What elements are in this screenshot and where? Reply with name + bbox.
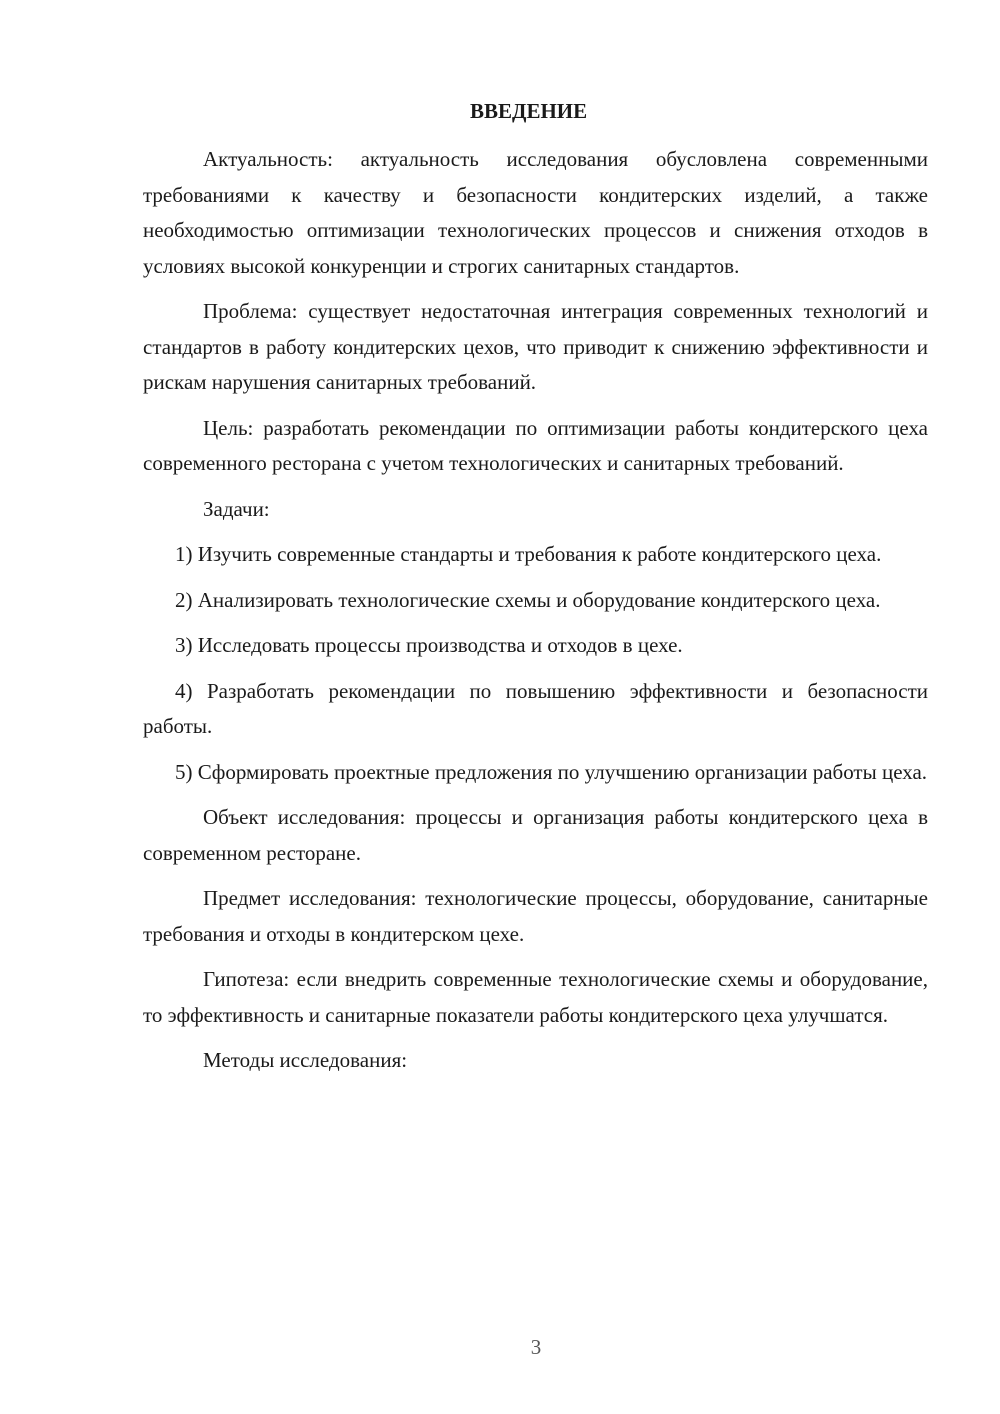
paragraph-goal: Цель: разработать рекомендации по оптимизации работы кондитерского цеха современного ресторана с учетом технологических и санитарных требований. [143,415,928,475]
task-item-2: 2) Анализировать технологические схемы и оборудование кондитерского цеха. [175,587,881,612]
task-item-5: 5) Сформировать проектные предложения по улучшению организации работы цеха. [175,759,928,784]
paragraph-relevance: Актуальность: актуальность исследования обусловлена современными требованиями к качеству и безопасности кондитерских изделий, а также необходимостью оптимизации технологических процессов и снижения отходов в условиях высокой конкуренции и строгих санитарных стандартов. [143,147,928,278]
body-text [143,142,928,1089]
task-item-1: 1) Изучить современные стандарты и требования к работе кондитерского цеха. [175,542,882,566]
task-item-4: 4) Разработать рекомендации по повышению эффективности и безопасности работы. [143,678,928,738]
section-title: ВВЕДЕНИЕ [470,99,588,123]
paragraph-hypothesis: Гипотеза: если внедрить современные технологические схемы и оборудование, то эффективность и санитарные показатели работы кондитерского цеха улучшатся. [143,967,928,1027]
page-number: 3 [530,1335,542,1359]
paragraph-tasks-heading: Задачи: [203,496,270,521]
task-item-3: 3) Исследовать процессы производства и отходов в цехе. [175,633,683,657]
paragraph-methods-heading: Методы исследования: [203,1048,408,1072]
paragraph-problem: Проблема: существует недостаточная интеграция современных технологий и стандартов в работу кондитерских цехов, что приводит к снижению эффективности и рискам нарушения санитарных требований. [143,299,928,394]
paragraph-subject: Предмет исследования: технологические процессы, оборудование, санитарные требования и отходы в кондитерском цехе. [143,886,928,946]
paragraph-object: Объект исследования: процессы и организация работы кондитерского цеха в современном ресторане. [143,805,928,865]
